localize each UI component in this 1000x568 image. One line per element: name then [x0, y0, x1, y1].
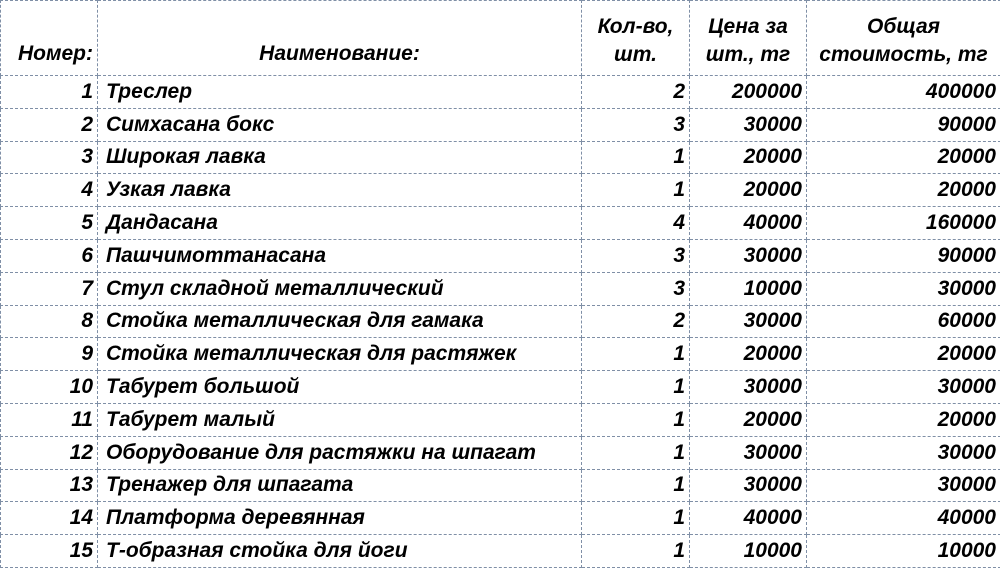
cell-price[interactable]: 20000 — [690, 403, 807, 436]
header-row — [1, 1, 1000, 76]
header-name-label: Наименование: — [259, 42, 420, 65]
cell-price[interactable]: 30000 — [690, 305, 807, 338]
table-row — [1, 305, 1000, 338]
header-number-label: Номер: — [18, 42, 93, 65]
cell-name[interactable]: Табурет большой — [98, 371, 582, 404]
cell-name[interactable]: Т-образная стойка для йоги — [98, 535, 582, 568]
cell-price[interactable]: 30000 — [690, 469, 807, 502]
cell-qty[interactable]: 2 — [582, 305, 690, 338]
cell-total[interactable]: 30000 — [807, 436, 1000, 469]
table-row — [1, 502, 1000, 535]
cell-qty[interactable]: 3 — [582, 272, 690, 305]
cell-price[interactable]: 10000 — [690, 535, 807, 568]
header-total[interactable] — [807, 1, 1000, 76]
cell-number[interactable]: 10 — [1, 371, 98, 404]
cell-name[interactable]: Табурет малый — [98, 403, 582, 436]
header-qty[interactable] — [582, 1, 690, 76]
cell-name[interactable]: Оборудование для растяжки на шпагат — [98, 436, 582, 469]
table-row — [1, 141, 1000, 174]
cell-qty[interactable]: 1 — [582, 502, 690, 535]
cell-number[interactable]: 7 — [1, 272, 98, 305]
cell-name[interactable]: Треслер — [98, 76, 582, 109]
cell-name[interactable]: Широкая лавка — [98, 141, 582, 174]
cell-total[interactable]: 30000 — [807, 272, 1000, 305]
header-price-line1: Цена за — [708, 15, 788, 38]
cell-name[interactable]: Стул складной металлический — [98, 272, 582, 305]
cell-qty[interactable]: 3 — [582, 239, 690, 272]
table-row — [1, 207, 1000, 240]
table-row — [1, 174, 1000, 207]
cell-total[interactable]: 90000 — [807, 108, 1000, 141]
cell-number[interactable]: 15 — [1, 535, 98, 568]
cell-number[interactable]: 11 — [1, 403, 98, 436]
cell-qty[interactable]: 1 — [582, 403, 690, 436]
header-number[interactable] — [1, 1, 98, 76]
table-row — [1, 371, 1000, 404]
cell-name[interactable]: Пашчимоттанасана — [98, 239, 582, 272]
cell-total[interactable]: 40000 — [807, 502, 1000, 535]
cell-qty[interactable]: 2 — [582, 76, 690, 109]
table-body — [1, 76, 1000, 568]
cell-total[interactable]: 20000 — [807, 403, 1000, 436]
header-price[interactable] — [690, 1, 807, 76]
cell-number[interactable]: 14 — [1, 502, 98, 535]
table-row — [1, 272, 1000, 305]
cell-total[interactable]: 160000 — [807, 207, 1000, 240]
table-row — [1, 469, 1000, 502]
cell-price[interactable]: 20000 — [690, 174, 807, 207]
cell-price[interactable]: 20000 — [690, 141, 807, 174]
cell-qty[interactable]: 1 — [582, 436, 690, 469]
cell-qty[interactable]: 1 — [582, 338, 690, 371]
cell-price[interactable]: 20000 — [690, 338, 807, 371]
cell-qty[interactable]: 1 — [582, 141, 690, 174]
cell-price[interactable]: 200000 — [690, 76, 807, 109]
cell-qty[interactable]: 1 — [582, 371, 690, 404]
cell-total[interactable]: 10000 — [807, 535, 1000, 568]
cell-qty[interactable]: 1 — [582, 469, 690, 502]
cell-qty[interactable]: 4 — [582, 207, 690, 240]
cell-number[interactable]: 2 — [1, 108, 98, 141]
cell-total[interactable]: 20000 — [807, 338, 1000, 371]
table-row — [1, 338, 1000, 371]
header-price-line2: шт., тг — [706, 43, 790, 66]
header-qty-line1: Кол-во, — [598, 15, 674, 38]
cell-price[interactable]: 40000 — [690, 502, 807, 535]
cell-qty[interactable]: 3 — [582, 108, 690, 141]
cell-number[interactable]: 9 — [1, 338, 98, 371]
cell-price[interactable]: 30000 — [690, 371, 807, 404]
header-total-line2: стоимость, тг — [819, 43, 987, 66]
cell-qty[interactable]: 1 — [582, 535, 690, 568]
cell-number[interactable]: 4 — [1, 174, 98, 207]
cell-total[interactable]: 30000 — [807, 371, 1000, 404]
cell-price[interactable]: 30000 — [690, 108, 807, 141]
cell-number[interactable]: 13 — [1, 469, 98, 502]
cell-name[interactable]: Тренажер для шпагата — [98, 469, 582, 502]
cell-number[interactable]: 6 — [1, 239, 98, 272]
table-row — [1, 403, 1000, 436]
cell-number[interactable]: 3 — [1, 141, 98, 174]
header-total-line1: Общая — [867, 15, 940, 38]
cell-total[interactable]: 30000 — [807, 469, 1000, 502]
cell-total[interactable]: 90000 — [807, 239, 1000, 272]
cell-name[interactable]: Платформа деревянная — [98, 502, 582, 535]
cell-number[interactable]: 8 — [1, 305, 98, 338]
table-row — [1, 535, 1000, 568]
cell-total[interactable]: 400000 — [807, 76, 1000, 109]
cell-name[interactable]: Стойка металлическая для гамака — [98, 305, 582, 338]
cell-qty[interactable]: 1 — [582, 174, 690, 207]
cell-total[interactable]: 20000 — [807, 141, 1000, 174]
cell-price[interactable]: 10000 — [690, 272, 807, 305]
table-row — [1, 108, 1000, 141]
cell-total[interactable]: 60000 — [807, 305, 1000, 338]
table-row — [1, 436, 1000, 469]
cell-price[interactable]: 30000 — [690, 436, 807, 469]
cell-price[interactable]: 30000 — [690, 239, 807, 272]
cell-name[interactable]: Симхасана бокс — [98, 108, 582, 141]
cell-name[interactable]: Стойка металлическая для растяжек — [98, 338, 582, 371]
header-qty-line2: шт. — [614, 43, 657, 66]
table-row — [1, 239, 1000, 272]
cell-total[interactable]: 20000 — [807, 174, 1000, 207]
cell-number[interactable]: 5 — [1, 207, 98, 240]
cell-number[interactable]: 12 — [1, 436, 98, 469]
cell-name[interactable]: Дандасана — [98, 207, 582, 240]
table-row — [1, 76, 1000, 109]
cell-name[interactable]: Узкая лавка — [98, 174, 582, 207]
cell-number[interactable]: 1 — [1, 76, 98, 109]
header-name[interactable] — [98, 1, 582, 76]
cell-price[interactable]: 40000 — [690, 207, 807, 240]
